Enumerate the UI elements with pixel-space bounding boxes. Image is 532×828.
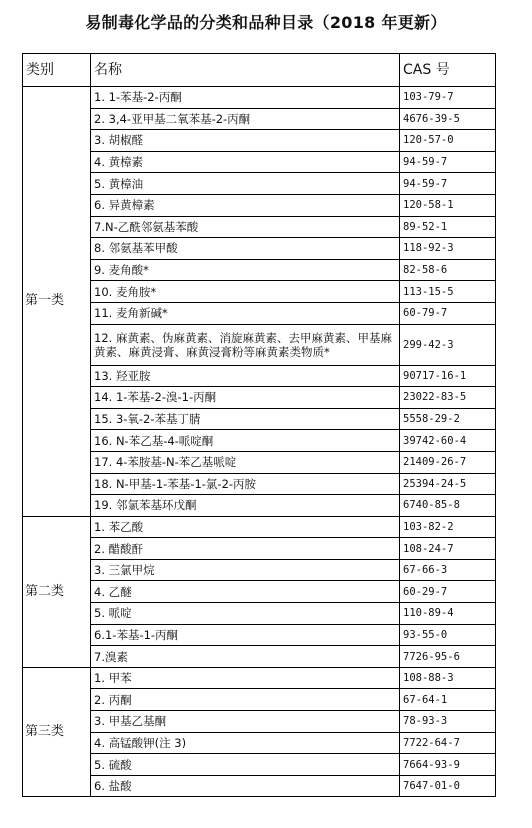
table-row <box>23 194 496 216</box>
chemical-name-cell: 12. 麻黄素、伪麻黄素、消旋麻黄素、去甲麻黄素、甲基麻黄素、麻黄浸膏、麻黄浸膏粉等麻黄素类物质* <box>91 324 400 365</box>
table-row <box>23 732 496 754</box>
cas-number-cell: 94-59-7 <box>400 173 496 195</box>
chemical-name-cell: 19. 邻氯苯基环戊酮 <box>91 495 400 517</box>
table-row <box>23 238 496 260</box>
table-row <box>23 495 496 517</box>
header-name: 名称 <box>91 54 400 87</box>
chemical-name-cell: 2. 醋酸酐 <box>91 538 400 560</box>
table-row <box>23 130 496 152</box>
chemical-name-cell: 10. 麦角胺* <box>91 281 400 303</box>
cas-number-cell: 103-79-7 <box>400 87 496 109</box>
cas-number-cell: 60-29-7 <box>400 581 496 603</box>
table-row <box>23 538 496 560</box>
cas-number-cell: 67-66-3 <box>400 559 496 581</box>
chemical-name-cell: 5. 哌啶 <box>91 603 400 625</box>
table-row <box>23 365 496 387</box>
cas-number-cell: 89-52-1 <box>400 216 496 238</box>
chemical-name-cell: 3. 甲基乙基酮 <box>91 711 400 733</box>
chemical-name-cell: 5. 黄樟油 <box>91 173 400 195</box>
cas-number-cell: 93-55-0 <box>400 624 496 646</box>
chemical-name-cell: 4. 黄樟素 <box>91 151 400 173</box>
table-row <box>23 473 496 495</box>
cas-number-cell: 60-79-7 <box>400 302 496 324</box>
cas-number-cell: 108-88-3 <box>400 667 496 689</box>
table-row <box>23 689 496 711</box>
cas-number-cell: 7722-64-7 <box>400 732 496 754</box>
chemical-name-cell: 6.1-苯基-1-丙酮 <box>91 624 400 646</box>
cas-number-cell: 90717-16-1 <box>400 365 496 387</box>
header-category: 类别 <box>23 54 91 87</box>
chemical-name-cell: 16. N-苯乙基-4-哌啶酮 <box>91 430 400 452</box>
chemical-name-cell: 2. 丙酮 <box>91 689 400 711</box>
chemical-name-cell: 1. 甲苯 <box>91 667 400 689</box>
cas-number-cell: 6740-85-8 <box>400 495 496 517</box>
table-row <box>23 281 496 303</box>
chemical-name-cell: 7.溴素 <box>91 646 400 668</box>
cas-number-cell: 120-58-1 <box>400 194 496 216</box>
cas-number-cell: 110-89-4 <box>400 603 496 625</box>
cas-number-cell: 7726-95-6 <box>400 646 496 668</box>
table-row <box>23 559 496 581</box>
category-cell: 第一类 <box>23 87 91 517</box>
page-title: 易制毒化学品的分类和品种目录（2018 年更新） <box>85 13 447 32</box>
cas-number-cell: 299-42-3 <box>400 324 496 365</box>
cas-number-cell: 4676-39-5 <box>400 108 496 130</box>
chemical-name-cell: 17. 4-苯胺基-N-苯乙基哌啶 <box>91 451 400 473</box>
category-cell: 第三类 <box>23 667 91 797</box>
table-row <box>23 387 496 409</box>
cas-number-cell: 25394-24-5 <box>400 473 496 495</box>
cas-number-cell: 113-15-5 <box>400 281 496 303</box>
cas-number-cell: 7647-01-0 <box>400 775 496 797</box>
table-row <box>23 451 496 473</box>
table-row <box>23 624 496 646</box>
cas-number-cell: 39742-60-4 <box>400 430 496 452</box>
table-row <box>23 216 496 238</box>
cas-number-cell: 21409-26-7 <box>400 451 496 473</box>
table-row <box>23 646 496 668</box>
table-body <box>23 87 496 797</box>
chemical-name-cell: 13. 羟亚胺 <box>91 365 400 387</box>
table-row <box>23 408 496 430</box>
chemical-table <box>22 53 496 797</box>
chemical-name-cell: 7.N-乙酰邻氨基苯酸 <box>91 216 400 238</box>
table-row <box>23 324 496 365</box>
chemical-name-cell: 1. 苯乙酸 <box>91 516 400 538</box>
cas-number-cell: 82-58-6 <box>400 259 496 281</box>
table-row <box>23 430 496 452</box>
table-row <box>23 775 496 797</box>
chemical-name-cell: 6. 盐酸 <box>91 775 400 797</box>
table-row <box>23 667 496 689</box>
cas-number-cell: 120-57-0 <box>400 130 496 152</box>
cas-number-cell: 5558-29-2 <box>400 408 496 430</box>
table-row <box>23 516 496 538</box>
cas-number-cell: 67-64-1 <box>400 689 496 711</box>
chemical-name-cell: 5. 硫酸 <box>91 754 400 776</box>
table-row <box>23 173 496 195</box>
chemical-name-cell: 6. 异黄樟素 <box>91 194 400 216</box>
cas-number-cell: 103-82-2 <box>400 516 496 538</box>
cas-number-cell: 7664-93-9 <box>400 754 496 776</box>
chemical-name-cell: 8. 邻氨基苯甲酸 <box>91 238 400 260</box>
header-cas: CAS 号 <box>400 54 496 87</box>
chemical-name-cell: 9. 麦角酸* <box>91 259 400 281</box>
chemical-name-cell: 18. N-甲基-1-苯基-1-氯-2-丙胺 <box>91 473 400 495</box>
chemical-name-cell: 3. 三氯甲烷 <box>91 559 400 581</box>
chemical-name-cell: 14. 1-苯基-2-溴-1-丙酮 <box>91 387 400 409</box>
chemical-name-cell: 4. 乙醚 <box>91 581 400 603</box>
table-row <box>23 259 496 281</box>
chemical-name-cell: 1. 1-苯基-2-丙酮 <box>91 87 400 109</box>
chemical-name-cell: 2. 3,4-亚甲基二氧苯基-2-丙酮 <box>91 108 400 130</box>
table-header-row <box>23 54 496 87</box>
table-row <box>23 603 496 625</box>
chemical-name-cell: 11. 麦角新碱* <box>91 302 400 324</box>
cas-number-cell: 78-93-3 <box>400 711 496 733</box>
table-row <box>23 754 496 776</box>
table-row <box>23 302 496 324</box>
table-row <box>23 581 496 603</box>
table-row <box>23 108 496 130</box>
table-row <box>23 711 496 733</box>
category-cell: 第二类 <box>23 516 91 667</box>
cas-number-cell: 94-59-7 <box>400 151 496 173</box>
chemical-name-cell: 15. 3-氧-2-苯基丁腈 <box>91 408 400 430</box>
table-row <box>23 87 496 109</box>
table-row <box>23 151 496 173</box>
cas-number-cell: 108-24-7 <box>400 538 496 560</box>
chemical-name-cell: 4. 高锰酸钾(注 3) <box>91 732 400 754</box>
cas-number-cell: 23022-83-5 <box>400 387 496 409</box>
chemical-name-cell: 3. 胡椒醛 <box>91 130 400 152</box>
cas-number-cell: 118-92-3 <box>400 238 496 260</box>
